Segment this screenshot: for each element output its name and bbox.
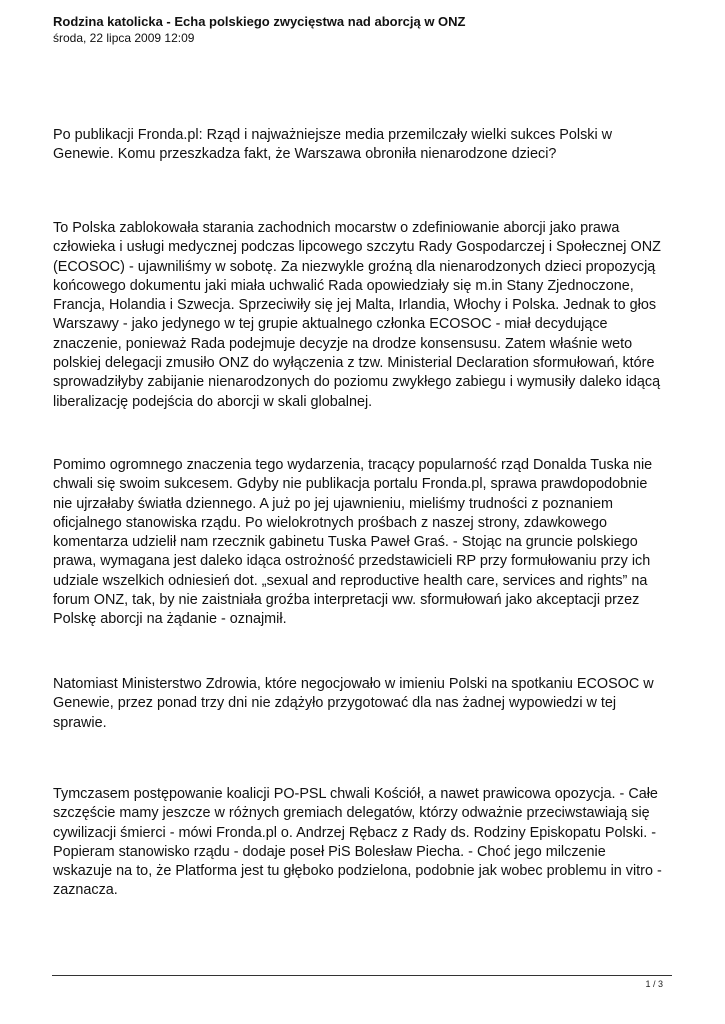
article-date: środa, 22 lipca 2009 12:09: [53, 31, 195, 45]
page-number: 1 / 3: [645, 979, 663, 989]
footer-divider: [52, 975, 672, 976]
paragraph-3: Natomiast Ministerstwo Zdrowia, które negocjowało w imieniu Polski na spotkaniu ECOSOC w Genewie, przez ponad trzy dni nie zdążyło przygotować dla nas żadnej wypowiedzi w tej sprawie.: [53, 676, 654, 731]
paragraph-1: To Polska zablokowała starania zachodnich mocarstw o zdefiniowanie aborcji jako prawa człowieka i usługi medycznej podczas lipcowego szczytu Rady Gospodarczej i Społecznej ONZ (ECOSOC) - ujawniliśmy w sobotę. Za niezwykle groźną dla nienarodzonych dzieci propozycją końcowego dokumentu jaki miała uchwalić Rada opowiedziały się m.in Stany Zjednoczone, Francja, Holandia i Szwecja. Sprzeciwiły się jej Malta, Irlandia, Włochy i Polska. Jednak to głos Warszawy - jako jedynego w tej grupie aktualnego członka ECOSOC - miał decydujące znaczenie, ponieważ Rada podejmuje decyzje na drodze konsensusu. Zatem właśnie weto polskiej delegacji zmusiło ONZ do wyłączenia z tzw. Ministerial Declaration sformułowań, które sprowadziłyby zabijanie nienarodzonych do poziomu zwykłego zabiegu i wymusiły daleko idącą liberalizację podejścia do aborcji w skali globalnej.: [53, 220, 661, 410]
paragraph-2: Pomimo ogromnego znaczenia tego wydarzenia, tracący popularność rząd Donalda Tuska nie chwali się swoim sukcesem. Gdyby nie publikacja portalu Fronda.pl, sprawa prawdopodobnie nie ujrzałaby światła dziennego. A już po jej ujawnieniu, mieliśmy trudności z poznaniem oficjalnego stanowiska rządu. Po wielokrotnych prośbach z naszej strony, zdawkowego komentarza udzielił nam rzecznik gabinetu Tuska Paweł Graś. - Stojąc na gruncie polskiego prawa, wymagana jest daleko idąca ostrożność przedstawicieli RP przy formułowaniu przy ich udziale wszelkich odniesień dot. „sexual and reproductive health care, services and rights” na forum ONZ, tak, by nie zaistniała groźba interpretacji ww. sformułowań jako akceptacji przez Polskę aborcji na żądanie - oznajmił.: [53, 457, 653, 628]
page-header: [53, 14, 673, 46]
paragraph-4: Tymczasem postępowanie koalicji PO-PSL chwali Kościół, a nawet prawicowa opozycja. - Całe szczęście mamy jeszcze w różnych gremiach delegatów, którzy odważnie przeciwstawiają się cywilizacji śmierci - mówi Fronda.pl o. Andrzej Rębacz z Rady ds. Rodziny Episkopatu Polski. - Popieram stanowisko rządu - dodaje poseł PiS Bolesław Piecha. - Choć jego milczenie wskazuje na to, że Platforma jest tu głęboko podzielona, podobnie jak wobec problemu in vitro - zaznacza.: [53, 786, 662, 899]
paragraph-lead: Po publikacji Fronda.pl: Rząd i najważniejsze media przemilczały wielki sukces Polski w Genewie. Komu przeszkadza fakt, że Warszawa obroniła nienarodzone dzieci?: [53, 127, 613, 163]
article-title: Rodzina katolicka - Echa polskiego zwycięstwa nad aborcją w ONZ: [53, 14, 466, 29]
